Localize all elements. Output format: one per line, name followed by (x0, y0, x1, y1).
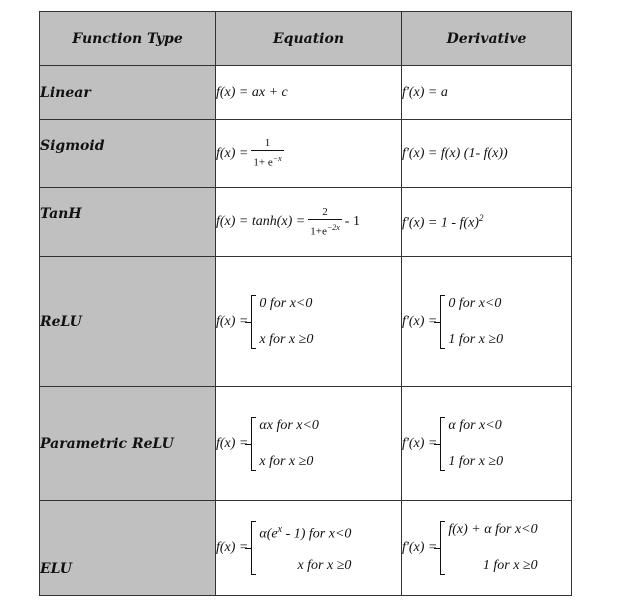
case-negative (259, 521, 351, 544)
case-positive: 1 for x ≥0 (482, 558, 538, 573)
fraction-numerator: 1 (264, 137, 271, 150)
table-row-parametric-relu (40, 387, 572, 501)
case-suffix: - 1) for x<0 (282, 526, 352, 542)
case-positive: 1 for x ≥0 (448, 453, 504, 469)
piecewise-cases (259, 417, 319, 471)
equation-cell (216, 188, 402, 257)
denominator-base: 1+e (310, 225, 327, 238)
case-negative: 0 for x<0 (259, 295, 313, 311)
left-brace (437, 521, 444, 575)
piecewise-cases (448, 521, 537, 575)
case-prefix: α(e (259, 526, 278, 542)
equation-lhs: f(x) = tanh(x) = (216, 214, 306, 229)
equation-lhs: f(x) = (216, 145, 249, 161)
derivative-cell (402, 501, 572, 596)
equation-cell (216, 501, 402, 596)
derivative-exponent: 2 (478, 212, 484, 223)
case-positive: x for x ≥0 (259, 331, 314, 347)
case-negative: αx for x<0 (259, 417, 319, 433)
piecewise-cases (259, 521, 351, 575)
case-negative: f(x) + α for x<0 (448, 522, 538, 537)
table-row-sigmoid (40, 120, 572, 188)
exponent: x (277, 524, 283, 535)
left-brace (437, 417, 444, 471)
piecewise-cases (448, 295, 503, 349)
case-positive: 1 for x ≥0 (448, 331, 504, 347)
equation-lhs: f(x) = (216, 540, 249, 555)
case-positive: x for x ≥0 (297, 558, 352, 573)
header-equation: Equation (216, 12, 402, 66)
table-row-elu (40, 501, 572, 596)
case-positive: x for x ≥0 (259, 453, 314, 469)
header-row (40, 12, 572, 66)
fraction (251, 137, 283, 170)
equation-cell (216, 257, 402, 387)
table-row-relu (40, 257, 572, 387)
case-negative: α for x<0 (448, 417, 502, 433)
activation-functions-table (39, 11, 572, 596)
left-brace (248, 295, 255, 349)
header-derivative: Derivative (402, 12, 572, 66)
equation-lhs: f(x) = (216, 435, 249, 451)
table-row-tanh (40, 188, 572, 257)
case-negative: 0 for x<0 (448, 295, 502, 311)
denominator-base: 1+ e (253, 156, 273, 169)
denominator-exponent: −x (272, 154, 282, 164)
left-brace (437, 295, 444, 349)
piecewise-cases (448, 417, 503, 471)
derivative-lhs: f'(x) = (402, 435, 438, 451)
table-row-linear (40, 66, 572, 120)
derivative-cell: f'(x) = f(x) (1- f(x)) (402, 120, 572, 188)
piecewise-cases (259, 295, 313, 349)
function-name: Linear (40, 66, 216, 120)
equation-cell (216, 387, 402, 501)
derivative-cell (402, 257, 572, 387)
function-name: TanH (40, 188, 216, 257)
function-name: ReLU (40, 257, 216, 387)
derivative-cell: f'(x) = a (402, 66, 572, 120)
derivative-cell (402, 387, 572, 501)
fraction-numerator: 2 (322, 205, 328, 218)
derivative-text: f'(x) = 1 - f(x) (402, 215, 479, 231)
derivative-lhs: f'(x) = (402, 313, 438, 329)
equation-cell: f(x) = ax + c (216, 66, 402, 120)
derivative-cell (402, 188, 572, 257)
equation-lhs: f(x) = (216, 313, 249, 329)
derivative-lhs: f'(x) = (402, 540, 438, 555)
function-name: Sigmoid (40, 120, 216, 188)
header-function-type: Function Type (40, 12, 216, 66)
left-brace (248, 417, 255, 471)
denominator-exponent: −2x (326, 222, 340, 232)
fraction-denominator (308, 219, 342, 239)
function-name: ELU (40, 501, 216, 596)
equation-cell (216, 120, 402, 188)
left-brace (248, 521, 255, 575)
function-name: Parametric ReLU (40, 387, 216, 501)
equation-tail: - 1 (344, 214, 360, 229)
fraction (308, 206, 342, 239)
fraction-denominator (251, 150, 283, 170)
